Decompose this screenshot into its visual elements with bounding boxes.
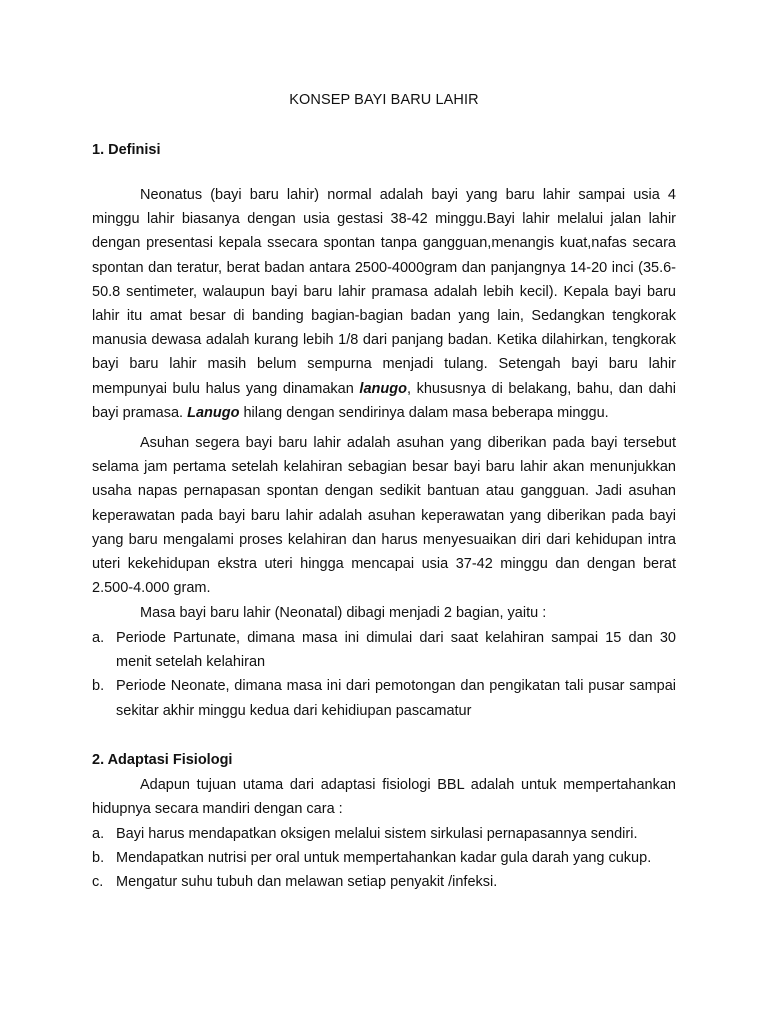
list-marker: a.: [92, 630, 105, 646]
list-item-text: Mendapatkan nutrisi per oral untuk mempertahankan kadar gula darah yang cukup.: [116, 850, 652, 867]
paragraph-adaptasi: Adapun tujuan utama dari adaptasi fisiologi BBL adalah untuk mempertahankan hidupnya secara mandiri dengan cara :: [92, 777, 676, 818]
list-item-text: Periode Partunate, dimana masa ini dimulai dari saat kelahiran sampai 15 dan 30 menit setelah kelahiran: [116, 630, 676, 671]
paragraph-asuhan: Asuhan segera bayi baru lahir adalah asuhan yang diberikan pada bayi tersebut selama jam pertama setelah kelahiran sebagian besar bayi baru lahir akan menunjukkan usaha napas pernapasan spontan dengan sedikit bantuan atau gangguan. Jadi asuhan keperawatan pada bayi baru lahir adalah asuhan keperawatan yang diberikan pada bayi yang baru mengalami proses kelahiran dan harus menyesuaikan diri dari kehidupan intra uteri kekehidupan ekstra uteri hingga mencapai usia 37-42 minggu dan dengan berat 2.500-4.000 gram.: [92, 435, 676, 597]
list-item-text: Mengatur suhu tubuh dan melawan setiap penyakit /infeksi.: [116, 874, 498, 891]
list-marker: b.: [92, 678, 105, 695]
list-periode: [92, 626, 676, 723]
paragraph-text: , khususnya di belakang, bahu, dan dahi bayi pramasa.: [92, 380, 676, 421]
term-lanugo-capitalized: Lanugo: [187, 404, 240, 421]
list-item-text: Periode Neonate, dimana masa ini dari pemotongan dan pengikatan tali pusar sampai sekitar akhir minggu kedua dari kehidiupan pascamatur: [116, 678, 676, 719]
document-title: KONSEP BAYI BARU LAHIR: [289, 92, 479, 108]
term-lanugo: lanugo: [359, 380, 407, 397]
list-marker: a.: [92, 826, 105, 842]
section-heading-definisi: 1. Definisi: [92, 142, 161, 158]
paragraph-definisi: [92, 183, 676, 425]
paragraph-text: hilang dengan sendirinya dalam masa beberapa minggu.: [239, 404, 609, 421]
paragraph-masa-neonatal: Masa bayi baru lahir (Neonatal) dibagi menjadi 2 bagian, yaitu :: [140, 605, 547, 621]
list-item-text: Bayi harus mendapatkan oksigen melalui sistem sirkulasi pernapasannya sendiri.: [116, 826, 638, 842]
list-adaptasi: [92, 822, 676, 895]
list-item: [92, 626, 676, 674]
list-item: [92, 846, 676, 870]
paragraph-text: Neonatus (bayi baru lahir) normal adalah bayi yang baru lahir sampai usia 4 minggu lahir biasanya dengan usia gestasi 38-42 minggu.Bayi lahir melalui jalan lahir dengan presentasi kepala ssecara spontan tanpa gangguan,menangis kuat,nafas secara spontan dan teratur, berat badan antara 2500-4000gram dan panjangnya 14-20 inci (35.6-50.8 sentimeter, walaupun bayi baru lahir pramasa adalah lebih kecil). Kepala bayi baru lahir itu amat besar di banding bagian-bagian badan yang lain, Sedangkan tengkorak manusia dewasa adalah kurang lebih 1/8 dari panjang badan. Ketika dilahirkan, tengkorak bayi baru lahir masih belum sempurna menjadi tulang. Setengah bayi baru lahir mempunyai bulu halus yang dinamakan: [92, 187, 676, 397]
list-item: [92, 674, 676, 722]
list-item: [92, 870, 676, 894]
section-heading-adaptasi: 2. Adaptasi Fisiologi: [92, 752, 233, 768]
list-marker: c.: [92, 874, 104, 891]
list-marker: b.: [92, 850, 105, 867]
list-item: [92, 822, 676, 846]
